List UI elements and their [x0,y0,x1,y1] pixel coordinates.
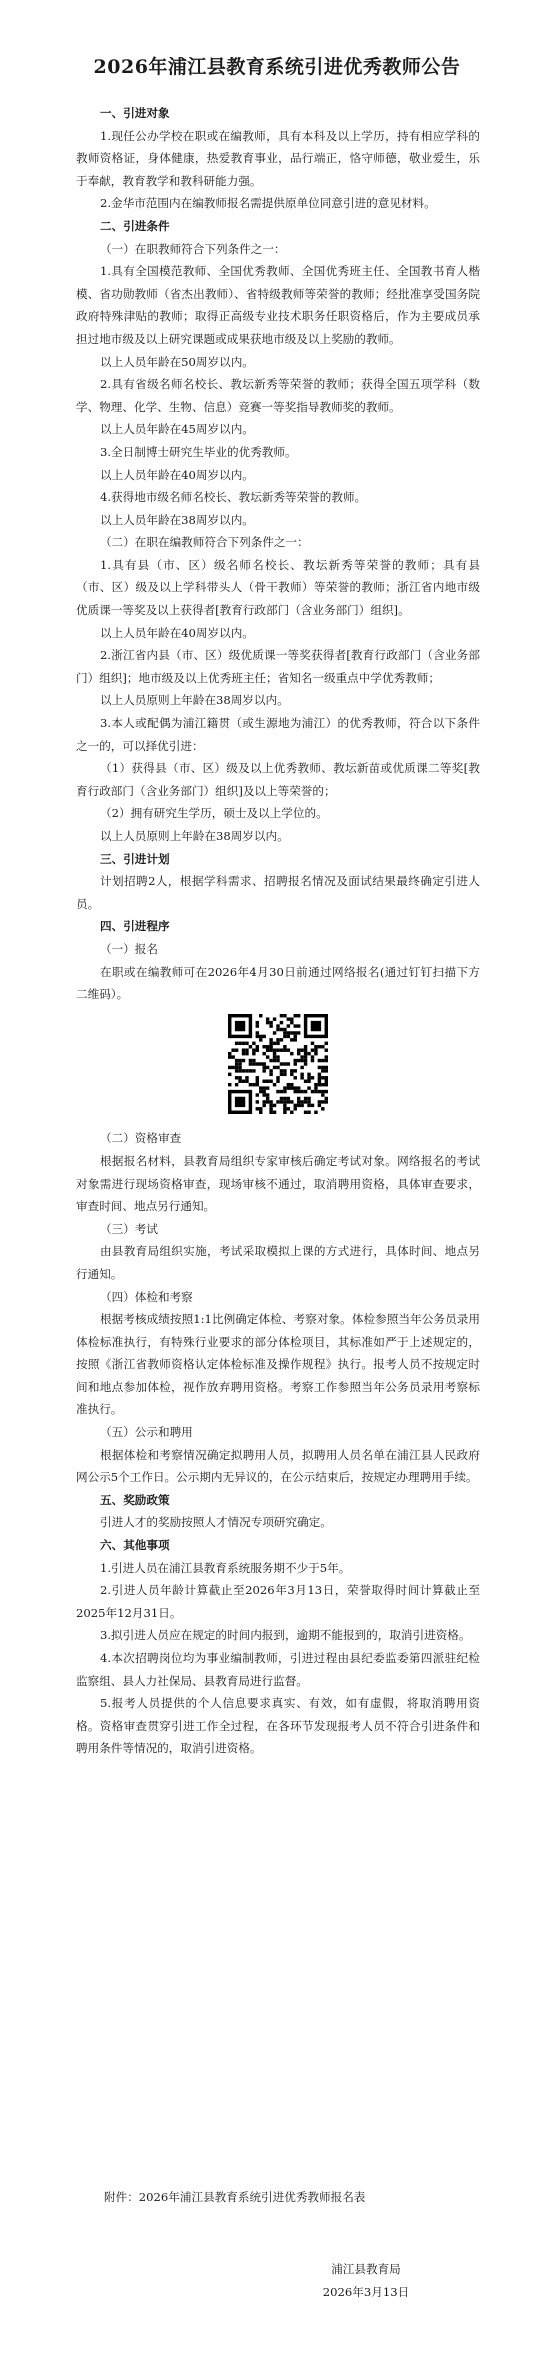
body-paragraph: 2.具有省级名师名校长、教坛新秀等荣誉的教师；获得全国五项学科（数学、物理、化学、生物、信息）竞赛一等奖指导教师奖的教师。 [76,377,480,414]
section-heading: 二、引进条件 [100,218,170,233]
attachment-note: 附件：2026年浦江县教育系统引进优秀教师报名表 [104,2190,366,2204]
subsection-heading: （五）公示和聘用 [100,1425,193,1440]
subsection-heading: （二）在职在编教师符合下列条件之一： [100,535,309,550]
body-paragraph: 1.具有县（市、区）级名师名校长、教坛新秀等荣誉的教师；具有县（市、区）级及以上学科带头人（骨干教师）等荣誉的教师；浙江省内地市级优质课一等奖及以上获得者[教育行政部门（含业务部门）组织]。 [76,557,480,618]
subsection-heading: （四）体检和考察 [100,1289,193,1304]
body-paragraph: （2）拥有研究生学历，硕士及以上学位的。 [100,806,328,821]
body-paragraph: 在职或在编教师可在2026年4月30日前通过网络报名(通过钉钉扫描下方二维码）。 [76,964,480,1002]
section-heading: 四、引进程序 [100,919,170,934]
qr-code-wrap [76,1014,480,1122]
body-paragraph: 3.拟引进人员应在规定的时间内报到，逾期不能报到的，取消引进资格。 [100,1628,471,1643]
section-heading: 五、奖励政策 [100,1492,170,1507]
section-heading: 三、引进计划 [100,851,170,866]
body-paragraph: 3.全日制博士研究生毕业的优秀教师。 [100,444,297,459]
issuer-name: 浦江县教育局 [331,2262,401,2276]
subsection-heading: （二）资格审查 [100,1131,182,1146]
body-paragraph: 根据报名材料，县教育局组织专家审核后确定考试对象。网络报名的考试对象需进行现场资格审查，现场审核不通过，取消聘用资格，具体审查要求，审查时间、地点另行通知。 [76,1153,480,1214]
body-paragraph: 以上人员原则上年龄在38周岁以内。 [100,693,289,708]
body-paragraph: 1.具有全国模范教师、全国优秀教师、全国优秀班主任、全国教书育人楷模、省功勋教师（省杰出教师）、省特级教师等荣誉的教师；经批准享受国务院政府特殊津贴的教师；取得正高级专业技术职务任职资格后，作为主要成员承担过地市级及以上研究课题或成果获地市级及以上奖励的教师。 [76,264,480,346]
section-heading: 一、引进对象 [100,106,170,120]
body-paragraph: 1.引进人员在浦江县教育系统服务期不少于5年。 [100,1560,351,1575]
subsection-heading: （一）报名 [100,941,158,956]
issue-date: 2026年3月13日 [322,2285,410,2299]
body-paragraph: 1.现任公办学校在职或在编教师，具有本科及以上学历，持有相应学科的教师资格证，身体健康，热爱教育事业，品行端正，恪守师德，敬业爱生，乐于奉献，教育教学和教科研能力强。 [76,128,480,188]
body-paragraph: 根据体检和考察情况确定拟聘用人员，拟聘用人员名单在浦江县人民政府网公示5个工作日。公示期内无异议的，在公示结束后，按规定办理聘用手续。 [76,1447,480,1485]
announcement-body [76,102,480,1760]
page-title: 2026年浦江县教育系统引进优秀教师公告 [93,56,461,78]
body-paragraph: （1）获得县（市、区）级及以上优秀教师、教坛新苗或优质课二等奖[教育行政部门（含业务部门）组织]及以上等荣誉的； [76,761,480,798]
body-paragraph: 4.本次招聘岗位均为事业编制教师，引进过程由县纪委监委第四派驻纪检监察组、县人力社保局、县教育局进行监督。 [76,1651,480,1688]
body-paragraph: 以上人员年龄在45周岁以内。 [100,422,254,437]
body-paragraph: 5.报考人员提供的个人信息要求真实、有效，如有虚假，将取消聘用资格。资格审查贯穿引进工作全过程，在各环节发现报考人员不符合引进条件和聘用条件等情况的，取消引进资格。 [76,1696,480,1756]
subsection-heading: （一）在职教师符合下列条件之一： [100,241,286,256]
body-paragraph: 以上人员年龄在40周岁以内。 [100,625,254,640]
subsection-heading: （三）考试 [100,1221,158,1236]
body-paragraph: 由县教育局组织实施，考试采取模拟上课的方式进行，具体时间、地点另行通知。 [76,1244,480,1281]
body-paragraph: 引进人才的奖励按照人才情况专项研究确定。 [100,1515,332,1530]
registration-qr-code[interactable] [228,1014,328,1114]
body-paragraph: 以上人员原则上年龄在38周岁以内。 [100,829,289,843]
body-paragraph: 2.浙江省内县（市、区）级优质课一等奖获得者[教育行政部门（含业务部门）组织]；地市级及以上优秀班主任；省知名一级重点中学优秀教师； [76,648,480,685]
body-paragraph: 3.本人或配偶为浦江籍贯（或生源地为浦江）的优秀教师，符合以下条件之一的，可以择优引进： [76,716,480,753]
body-paragraph: 以上人员年龄在38周岁以内。 [100,512,254,527]
body-paragraph: 计划招聘2人，根据学科需求、招聘报名情况及面试结果最终确定引进人员。 [76,874,480,911]
body-paragraph: 以上人员年龄在50周岁以内。 [100,354,254,369]
body-paragraph: 2.金华市范围内在编教师报名需提供原单位同意引进的意见材料。 [100,196,436,211]
section-heading: 六、其他事项 [100,1538,170,1553]
body-paragraph: 4.获得地市级名师名校长、教坛新秀等荣誉的教师。 [100,490,367,505]
body-paragraph: 2.引进人员年龄计算截止至2026年3月13日，荣誉取得时间计算截止至2025年12月31日。 [76,1583,480,1620]
body-paragraph: 以上人员年龄在40周岁以内。 [100,467,254,482]
body-paragraph: 根据考核成绩按照1:1比例确定体检、考察对象。体检参照当年公务员录用体检标准执行，有特殊行业要求的部分体检项目，其标准如严于上述规定的，按照《浙江省教师资格认定体检标准及操作规程》执行。报考人员不按规定时间和地点参加体检，视作放弃聘用资格。考察工作参照当年公务员录用考察标准执行。 [76,1312,480,1417]
